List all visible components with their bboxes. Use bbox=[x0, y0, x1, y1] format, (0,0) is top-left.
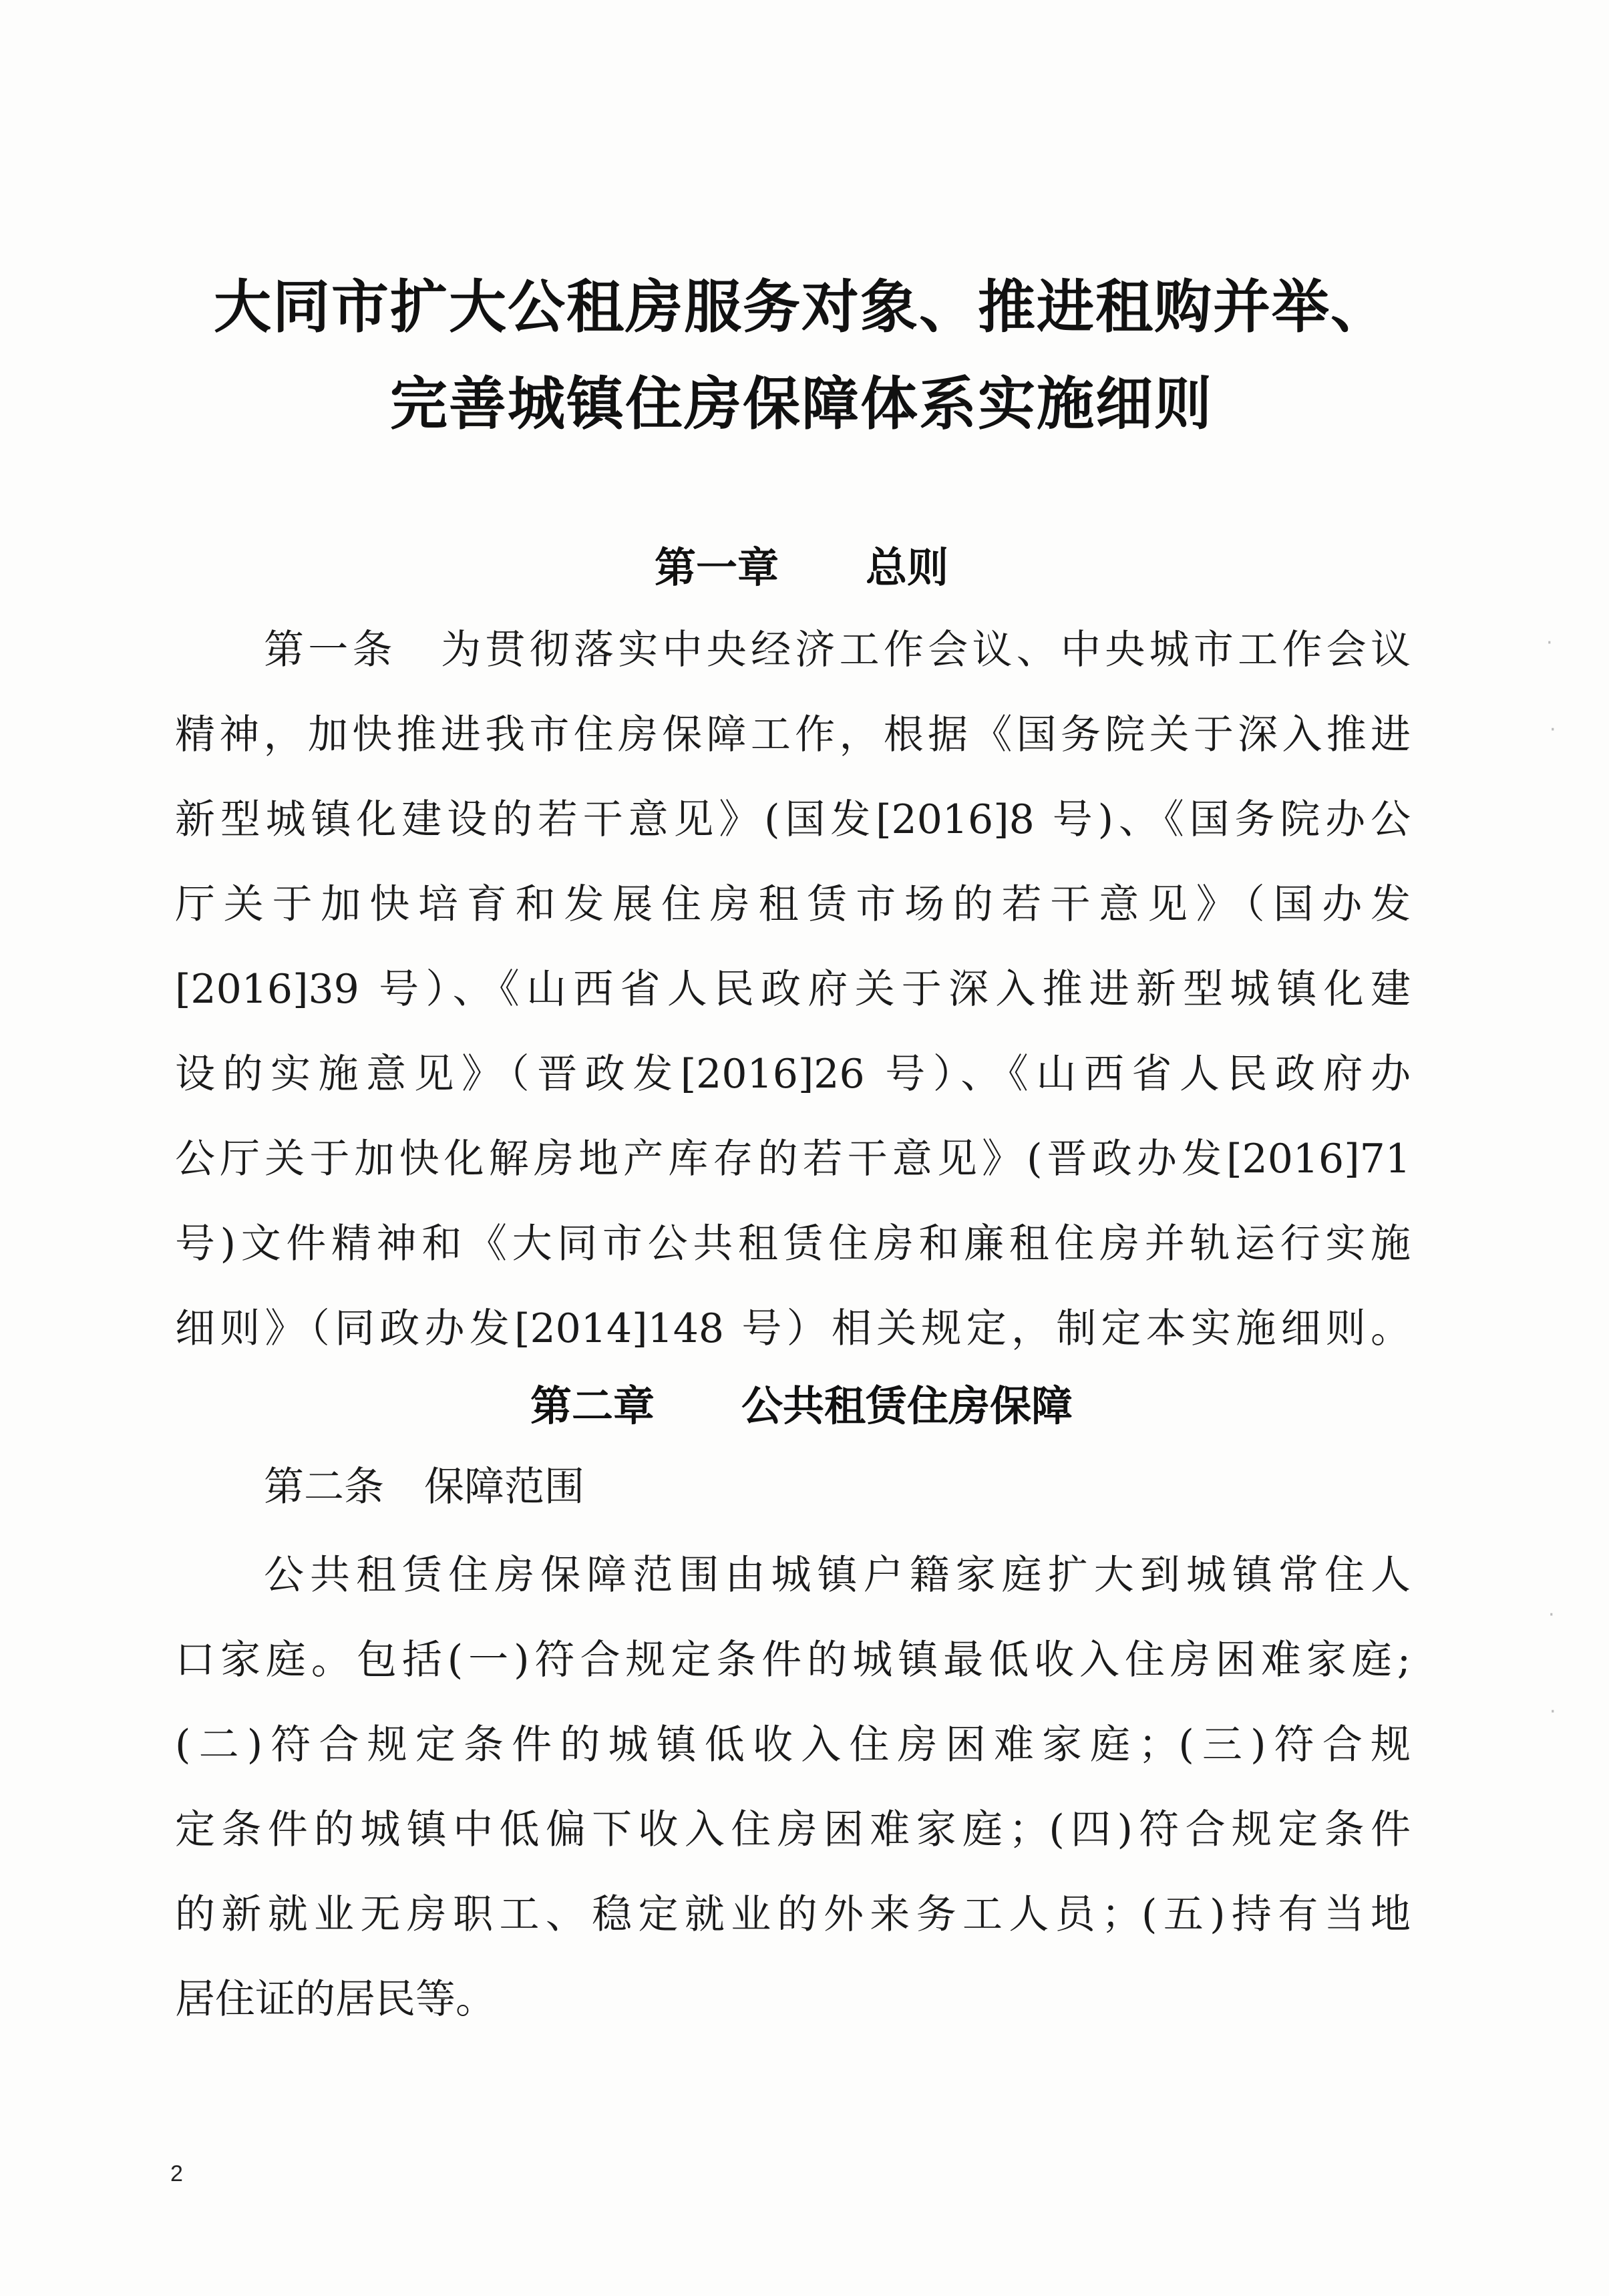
article-1-line: [2016]39 号）、《山西省人民政府关于深入推进新型城镇化建 bbox=[175, 966, 1411, 1013]
chapter-1-name: 总则 bbox=[866, 543, 949, 592]
document-title-line-2: 完善城镇住房保障体系实施细则 bbox=[390, 371, 1213, 438]
scan-artifact: · bbox=[1546, 631, 1553, 655]
article-1-line: 第一条 为贯彻落实中央经济工作会议、中央城市工作会议 bbox=[264, 627, 1411, 673]
document-title-line-1: 大同市扩大公租房服务对象、推进租购并举、 bbox=[214, 274, 1389, 341]
article-2-heading: 第二条 保障范围 bbox=[264, 1464, 584, 1510]
scan-artifact: · bbox=[1550, 718, 1556, 742]
chapter-2-name: 公共租赁住房保障 bbox=[741, 1381, 1073, 1430]
article-2-line: 公共租赁住房保障范围由城镇户籍家庭扩大到城镇常住人 bbox=[264, 1552, 1411, 1599]
article-1-line: 设的实施意见》（晋政发[2016]26 号）、《山西省人民政府办 bbox=[175, 1051, 1411, 1098]
page-number: 2 bbox=[170, 2161, 183, 2186]
article-1-line: 号)文件精神和《大同市公共租赁住房和廉租住房并轨运行实施 bbox=[175, 1220, 1411, 1267]
article-2-line: 居住证的居民等。 bbox=[175, 1976, 496, 2023]
chapter-2-heading bbox=[134, 1373, 1469, 1432]
article-2-line: 口家庭。包括(一)符合规定条件的城镇最低收入住房困难家庭; bbox=[175, 1637, 1411, 1683]
scan-artifact: · bbox=[1550, 1700, 1556, 1724]
article-2-line: 定条件的城镇中低偏下收入住房困难家庭；(四)符合规定条件 bbox=[175, 1806, 1411, 1853]
scan-artifact: · bbox=[1548, 1603, 1555, 1627]
article-1-line: 精神，加快推进我市住房保障工作，根据《国务院关于深入推进 bbox=[175, 711, 1411, 758]
article-1-line: 细则》（同政办发[2014]148 号）相关规定，制定本实施细则。 bbox=[175, 1305, 1411, 1352]
article-2-line: (二)符合规定条件的城镇低收入住房困难家庭；(三)符合规 bbox=[175, 1721, 1411, 1768]
chapter-1-number: 第一章 bbox=[654, 543, 779, 592]
chapter-1-heading bbox=[134, 534, 1469, 594]
article-1-line: 厅关于加快培育和发展住房租赁市场的若干意见》（国办发 bbox=[175, 881, 1411, 928]
article-2-line: 的新就业无房职工、稳定就业的外来务工人员；(五)持有当地 bbox=[175, 1891, 1411, 1938]
chapter-2-number: 第二章 bbox=[530, 1381, 655, 1430]
article-1-line: 新型城镇化建设的若干意见》(国发[2016]8 号)、《国务院办公 bbox=[175, 796, 1411, 843]
article-1-line: 公厅关于加快化解房地产库存的若干意见》(晋政办发[2016]71 bbox=[175, 1136, 1411, 1182]
